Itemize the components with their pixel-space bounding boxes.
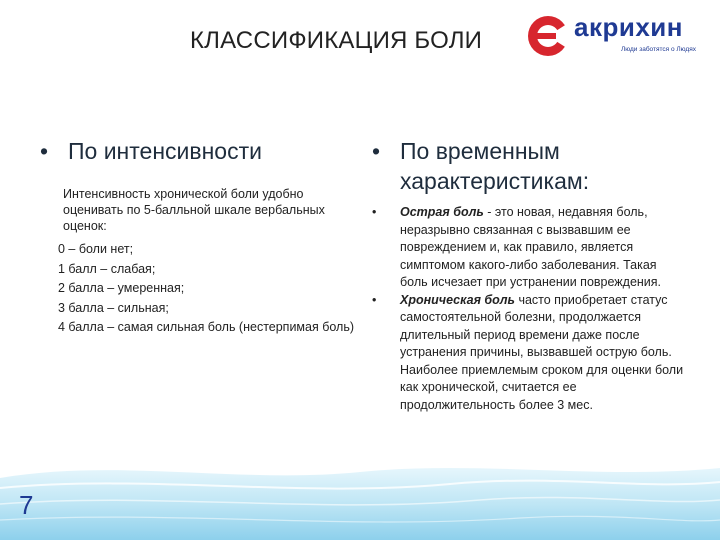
acute-pain-description: - это новая, недавняя боль, неразрывно связанная с вызвавшим ее повреждением и, как правило, является симптомом какого-либо заболевания. Такая боль исчезает при устранении повреждения. [400, 205, 662, 289]
scale-item-1: 1 балл – слабая; [58, 261, 156, 276]
intensity-intro: Интенсивность хронической боли удобно оценивать по 5-балльной шкале вербальных оценок: [63, 187, 325, 233]
chronic-pain-description: часто приобретает статус самостоятельной болезни, продолжается длительный период времени даже после устранения причины, вызвавшей острую боль. Наиболее приемлемым сроком для оценки боли как хронической, считается ее продолжительность более 3 мес. [400, 292, 684, 412]
scale-item-0: 0 – боли нет; [58, 242, 134, 256]
chronic-pain-text [400, 292, 684, 415]
acute-pain-term: Острая боль [400, 205, 484, 219]
water-decoration [0, 440, 720, 540]
sub-bullet-icon: • [372, 205, 377, 219]
pain-scale-list [58, 240, 360, 338]
right-heading [372, 136, 692, 196]
akrikhin-logo [526, 14, 716, 60]
page-number: 7 [19, 490, 34, 520]
chronic-pain-term: Хроническая боль [400, 292, 515, 307]
bullet-icon: • [40, 138, 49, 164]
acute-pain-text [400, 204, 684, 292]
logo-wordmark: акрихин [574, 12, 683, 42]
sub-bullet-icon: • [372, 292, 377, 307]
akrikhin-logo-mark-icon [526, 14, 570, 58]
right-column [372, 136, 692, 414]
left-heading [40, 136, 360, 166]
list-item-acute [372, 204, 692, 292]
bullet-icon: • [372, 138, 381, 164]
logo-tagline: Люди заботятся о Людях [621, 46, 696, 53]
temporal-list [372, 204, 692, 414]
left-column [40, 136, 360, 338]
scale-item-3: 3 балла – сильная; [58, 300, 169, 315]
right-heading-text: По временным характеристикам: [400, 138, 590, 194]
list-item-chronic [372, 292, 692, 415]
slide-title: КЛАССИФИКАЦИЯ БОЛИ [190, 27, 483, 54]
scale-item-4: 4 балла – самая сильная боль (нестерпимая боль) [58, 320, 355, 334]
left-heading-text: По интенсивности [68, 138, 262, 164]
scale-item-2: 2 балла – умеренная; [58, 281, 185, 295]
